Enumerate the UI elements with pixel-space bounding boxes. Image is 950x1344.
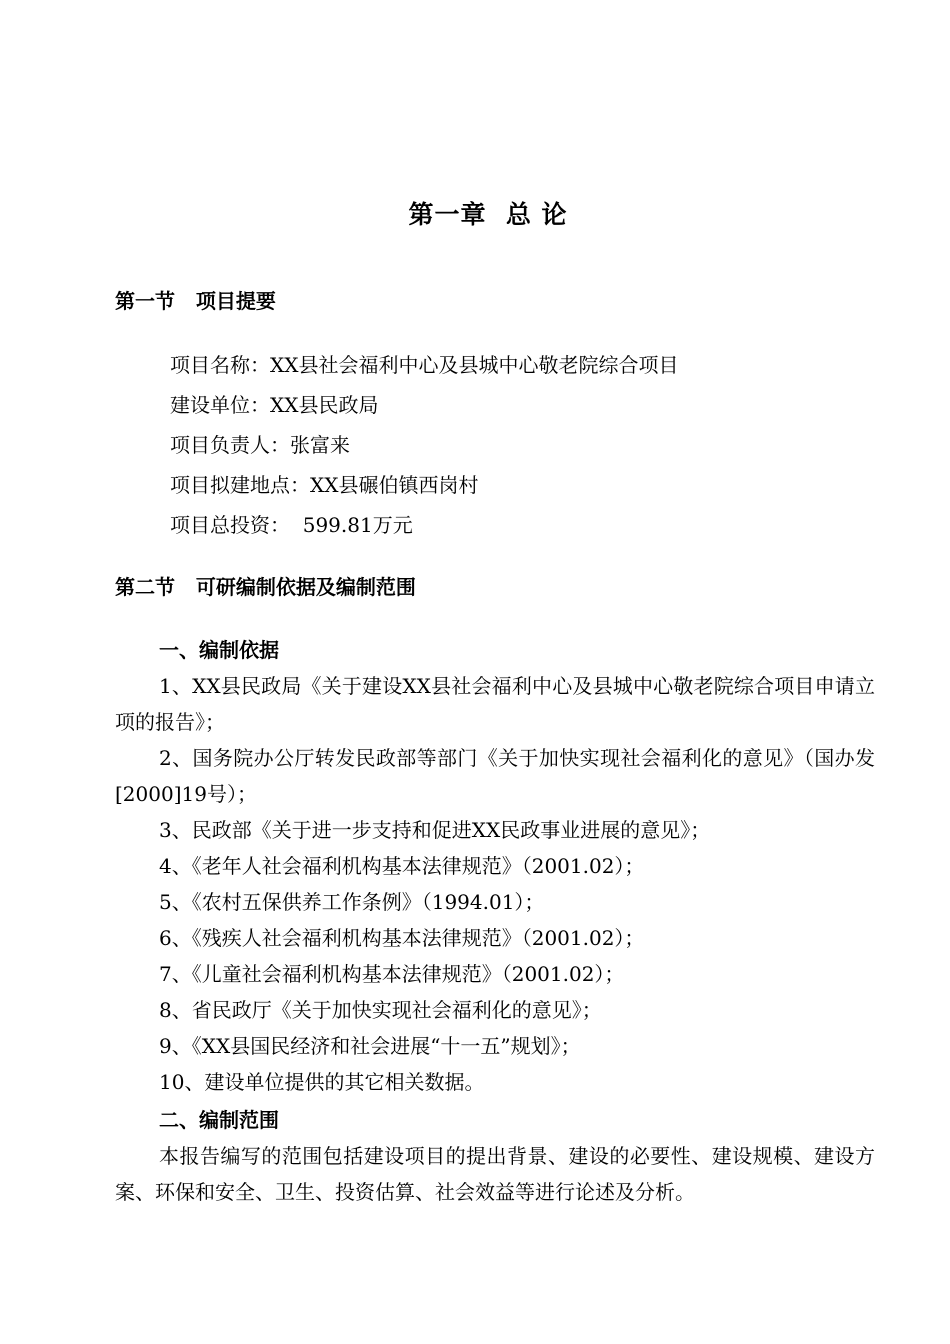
- basis-item: 5、《农村五保供养工作条例》（1994.01）；: [159, 890, 545, 914]
- section-title-basis-scope: 第二节 可研编制依据及编制范围: [115, 575, 416, 599]
- basis-item: 1、XX县民政局《关于建设XX县社会福利中心及县城中心敬老院综合项目申请立项的报告》；: [115, 674, 875, 734]
- project-location: 项目拟建地点：XX县碾伯镇西岗村: [170, 473, 479, 497]
- chapter-title: 第一章 总 论: [408, 200, 568, 229]
- scope-paragraph: 本报告编写的范围包括建设项目的提出背景、建设的必要性、建设规模、建设方案、环保和安全、卫生、投资估算、社会效益等进行论述及分析。: [115, 1144, 875, 1204]
- project-leader: 项目负责人：张富来: [170, 433, 350, 457]
- basis-item: 9、《XX县国民经济和社会进展“十一五”规划》；: [159, 1034, 581, 1058]
- basis-list: [115, 668, 875, 1100]
- construction-unit: 建设单位：XX县民政局: [170, 393, 379, 417]
- basis-item: 7、《儿童社会福利机构基本法律规范》（2001.02）；: [159, 962, 625, 986]
- basis-item: 4、《老年人社会福利机构基本法律规范》（2001.02）；: [159, 854, 645, 878]
- total-investment: 项目总投资： 599.81万元: [170, 513, 413, 537]
- basis-item: 2、国务院办公厅转发民政部等部门《关于加快实现社会福利化的意见》（国办发[2000]19号）；: [115, 746, 875, 806]
- project-info-list: [170, 345, 678, 545]
- basis-item: 3、民政部《关于进一步支持和促进XX民政事业进展的意见》；: [159, 818, 711, 842]
- project-name: 项目名称：XX县社会福利中心及县城中心敬老院综合项目: [170, 353, 679, 377]
- basis-item: 8、省民政厅《关于加快实现社会福利化的意见》；: [159, 998, 602, 1022]
- basis-heading: 一、编制依据: [159, 638, 279, 662]
- basis-item: 10、建设单位提供的其它相关数据。: [159, 1070, 485, 1094]
- basis-item: 6、《残疾人社会福利机构基本法律规范》（2001.02）；: [159, 926, 645, 950]
- section-title-overview: 第一节 项目提要: [115, 289, 276, 313]
- scope-heading: 二、编制范围: [159, 1108, 279, 1132]
